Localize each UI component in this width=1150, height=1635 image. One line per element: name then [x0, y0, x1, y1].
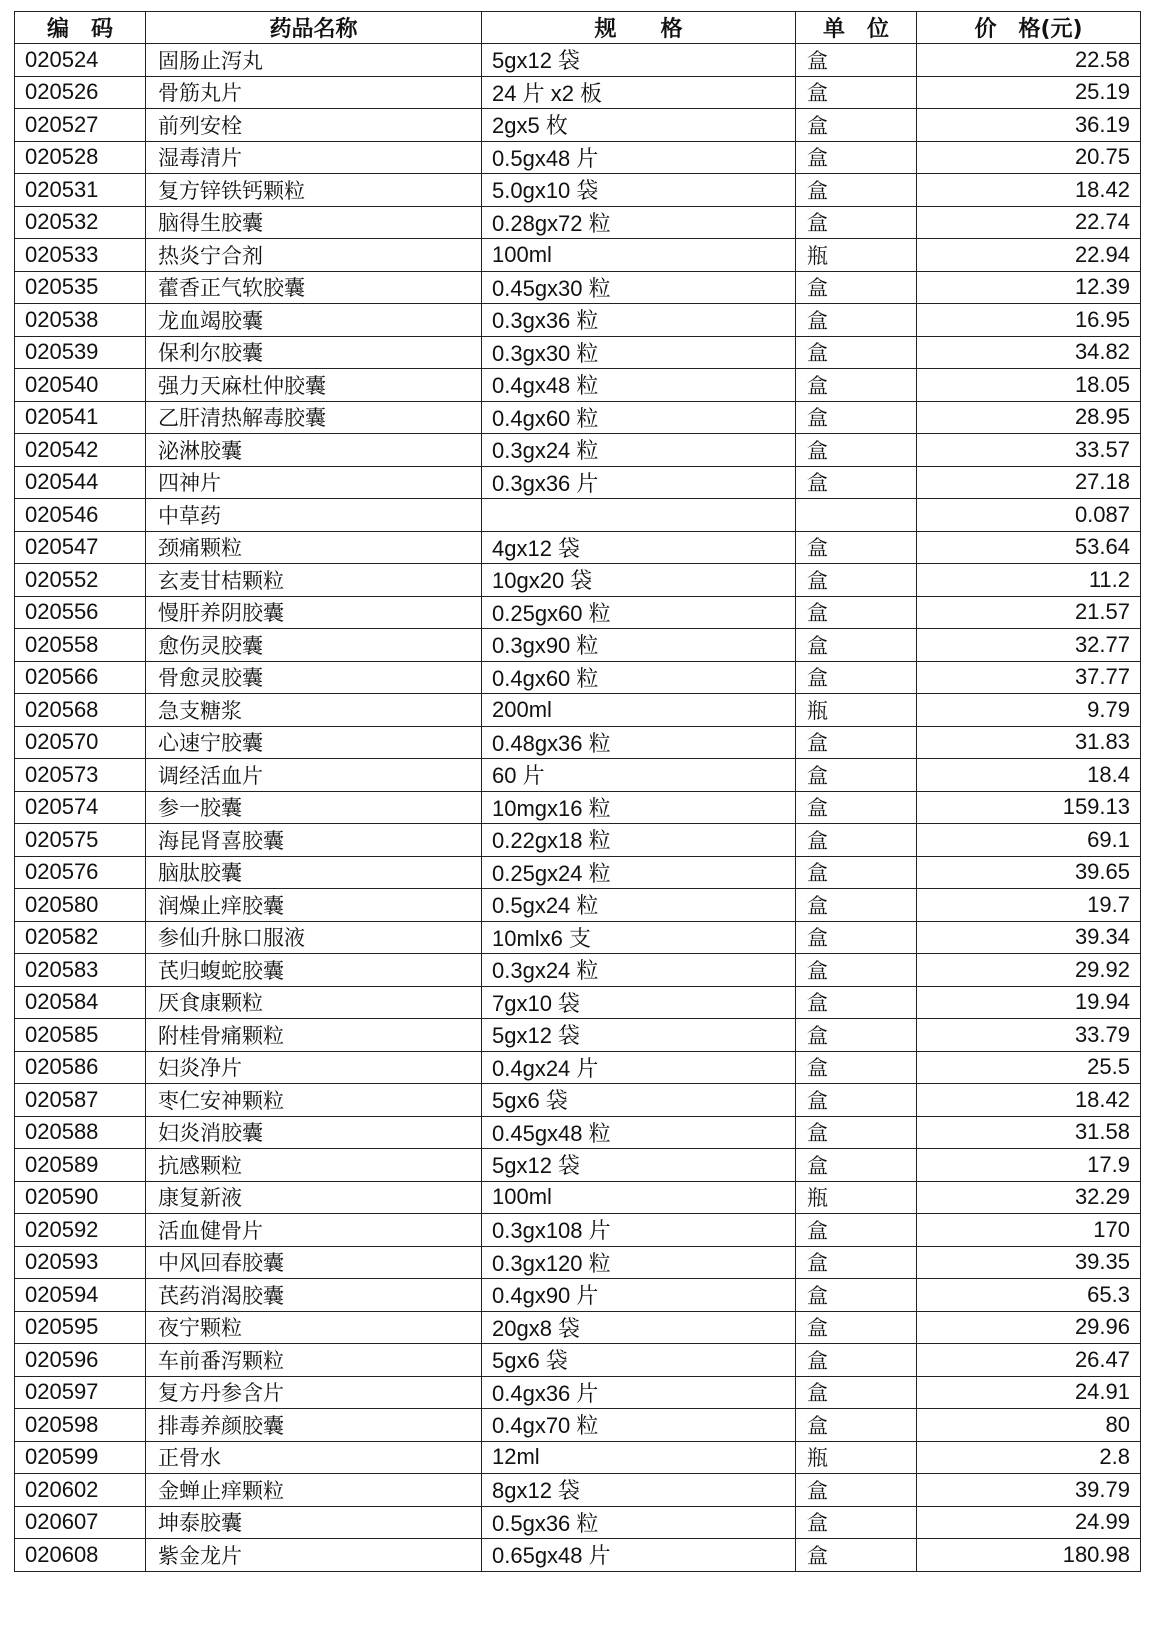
cell-code: 020607 [15, 1506, 146, 1539]
table-row [15, 889, 1141, 922]
cell-unit: 瓶 [796, 239, 917, 272]
cell-price: 22.74 [917, 206, 1141, 239]
cell-drug-name: 心速宁胶囊 [146, 726, 482, 759]
cell-code: 020608 [15, 1539, 146, 1572]
cell-price: 27.18 [917, 466, 1141, 499]
cell-spec: 0.3gx30 粒 [482, 336, 796, 369]
cell-unit: 盒 [796, 336, 917, 369]
table-row [15, 791, 1141, 824]
cell-price: 22.94 [917, 239, 1141, 272]
table-row [15, 726, 1141, 759]
table-row [15, 921, 1141, 954]
cell-code: 020531 [15, 174, 146, 207]
cell-code: 020552 [15, 564, 146, 597]
cell-drug-name: 保利尔胶囊 [146, 336, 482, 369]
cell-drug-name: 乙肝清热解毒胶囊 [146, 401, 482, 434]
table-row [15, 434, 1141, 467]
cell-unit: 盒 [796, 1474, 917, 1507]
table-row [15, 1116, 1141, 1149]
cell-unit: 盒 [796, 1409, 917, 1442]
cell-price: 31.58 [917, 1116, 1141, 1149]
cell-drug-name: 车前番泻颗粒 [146, 1344, 482, 1377]
cell-unit: 盒 [796, 856, 917, 889]
cell-unit: 盒 [796, 1376, 917, 1409]
cell-spec: 10mlx6 支 [482, 921, 796, 954]
cell-code: 020586 [15, 1051, 146, 1084]
drug-price-table [14, 11, 1141, 1572]
cell-unit: 盒 [796, 1019, 917, 1052]
cell-price: 65.3 [917, 1279, 1141, 1312]
cell-unit: 盒 [796, 76, 917, 109]
cell-spec: 0.4gx36 片 [482, 1376, 796, 1409]
cell-spec: 0.5gx24 粒 [482, 889, 796, 922]
cell-drug-name: 活血健骨片 [146, 1214, 482, 1247]
cell-price: 11.2 [917, 564, 1141, 597]
cell-unit: 盒 [796, 596, 917, 629]
cell-drug-name: 骨筋丸片 [146, 76, 482, 109]
cell-spec: 5gx12 袋 [482, 44, 796, 77]
cell-spec: 0.45gx48 粒 [482, 1116, 796, 1149]
cell-code: 020574 [15, 791, 146, 824]
cell-drug-name: 脑得生胶囊 [146, 206, 482, 239]
cell-unit: 瓶 [796, 1181, 917, 1214]
cell-code: 020541 [15, 401, 146, 434]
cell-price: 34.82 [917, 336, 1141, 369]
cell-drug-name: 中草药 [146, 499, 482, 532]
cell-code: 020590 [15, 1181, 146, 1214]
cell-price: 16.95 [917, 304, 1141, 337]
cell-spec: 5gx6 袋 [482, 1344, 796, 1377]
cell-unit: 盒 [796, 466, 917, 499]
cell-code: 020566 [15, 661, 146, 694]
cell-price: 36.19 [917, 109, 1141, 142]
cell-price: 29.96 [917, 1311, 1141, 1344]
cell-drug-name: 前列安栓 [146, 109, 482, 142]
cell-code: 020593 [15, 1246, 146, 1279]
cell-spec: 0.25gx60 粒 [482, 596, 796, 629]
cell-spec: 7gx10 袋 [482, 986, 796, 1019]
cell-unit: 盒 [796, 1539, 917, 1572]
cell-drug-name: 妇炎消胶囊 [146, 1116, 482, 1149]
cell-code: 020598 [15, 1409, 146, 1442]
cell-code: 020583 [15, 954, 146, 987]
cell-code: 020587 [15, 1084, 146, 1117]
cell-code: 020533 [15, 239, 146, 272]
cell-drug-name: 脑肽胶囊 [146, 856, 482, 889]
cell-drug-name: 正骨水 [146, 1441, 482, 1474]
cell-spec: 0.4gx48 粒 [482, 369, 796, 402]
cell-code: 020535 [15, 271, 146, 304]
cell-unit: 盒 [796, 434, 917, 467]
cell-code: 020540 [15, 369, 146, 402]
cell-price: 19.94 [917, 986, 1141, 1019]
cell-spec: 0.3gx108 片 [482, 1214, 796, 1247]
cell-price: 29.92 [917, 954, 1141, 987]
cell-code: 020580 [15, 889, 146, 922]
cell-drug-name: 芪药消渴胶囊 [146, 1279, 482, 1312]
cell-unit: 盒 [796, 44, 917, 77]
table-row [15, 141, 1141, 174]
cell-drug-name: 愈伤灵胶囊 [146, 629, 482, 662]
cell-unit: 盒 [796, 824, 917, 857]
table-row [15, 44, 1141, 77]
cell-price: 17.9 [917, 1149, 1141, 1182]
cell-drug-name: 颈痛颗粒 [146, 531, 482, 564]
cell-spec: 60 片 [482, 759, 796, 792]
cell-drug-name: 金蝉止痒颗粒 [146, 1474, 482, 1507]
cell-price: 24.91 [917, 1376, 1141, 1409]
cell-code: 020558 [15, 629, 146, 662]
cell-code: 020589 [15, 1149, 146, 1182]
cell-price: 32.29 [917, 1181, 1141, 1214]
table-row [15, 1311, 1141, 1344]
cell-price: 39.34 [917, 921, 1141, 954]
cell-spec: 100ml [482, 239, 796, 272]
cell-price: 180.98 [917, 1539, 1141, 1572]
cell-unit: 盒 [796, 206, 917, 239]
cell-drug-name: 坤泰胶囊 [146, 1506, 482, 1539]
cell-unit: 盒 [796, 304, 917, 337]
table-row [15, 629, 1141, 662]
cell-price: 18.42 [917, 1084, 1141, 1117]
cell-drug-name: 慢肝养阴胶囊 [146, 596, 482, 629]
cell-spec: 5gx6 袋 [482, 1084, 796, 1117]
table-row [15, 531, 1141, 564]
cell-unit: 盒 [796, 1214, 917, 1247]
cell-spec: 0.4gx70 粒 [482, 1409, 796, 1442]
cell-code: 020546 [15, 499, 146, 532]
table-row [15, 1279, 1141, 1312]
cell-code: 020539 [15, 336, 146, 369]
cell-unit: 盒 [796, 1084, 917, 1117]
cell-price: 18.42 [917, 174, 1141, 207]
cell-spec: 0.4gx90 片 [482, 1279, 796, 1312]
table-row [15, 824, 1141, 857]
table-row [15, 174, 1141, 207]
cell-code: 020556 [15, 596, 146, 629]
cell-drug-name: 四神片 [146, 466, 482, 499]
column-header-code: 编 码 [15, 12, 146, 44]
cell-unit: 瓶 [796, 694, 917, 727]
cell-spec: 5gx12 袋 [482, 1019, 796, 1052]
table-row [15, 986, 1141, 1019]
column-header-unit: 单 位 [796, 12, 917, 44]
cell-unit: 盒 [796, 271, 917, 304]
table-row [15, 596, 1141, 629]
cell-price: 19.7 [917, 889, 1141, 922]
cell-code: 020597 [15, 1376, 146, 1409]
cell-spec: 0.65gx48 片 [482, 1539, 796, 1572]
cell-unit: 盒 [796, 531, 917, 564]
cell-drug-name: 急支糖浆 [146, 694, 482, 727]
cell-spec: 5gx12 袋 [482, 1149, 796, 1182]
cell-code: 020575 [15, 824, 146, 857]
cell-code: 020527 [15, 109, 146, 142]
cell-unit: 盒 [796, 1116, 917, 1149]
cell-unit: 盒 [796, 109, 917, 142]
table-row [15, 1084, 1141, 1117]
cell-drug-name: 康复新液 [146, 1181, 482, 1214]
table-row [15, 369, 1141, 402]
table-row [15, 1051, 1141, 1084]
cell-unit: 盒 [796, 661, 917, 694]
cell-unit: 盒 [796, 401, 917, 434]
cell-drug-name: 热炎宁合剂 [146, 239, 482, 272]
cell-unit: 盒 [796, 1506, 917, 1539]
cell-price: 33.57 [917, 434, 1141, 467]
cell-drug-name: 参仙升脉口服液 [146, 921, 482, 954]
cell-unit: 盒 [796, 726, 917, 759]
cell-drug-name: 厌食康颗粒 [146, 986, 482, 1019]
cell-unit: 盒 [796, 564, 917, 597]
table-row [15, 1474, 1141, 1507]
cell-code: 020528 [15, 141, 146, 174]
table-row [15, 206, 1141, 239]
table-row [15, 109, 1141, 142]
cell-drug-name: 海昆肾喜胶囊 [146, 824, 482, 857]
cell-drug-name: 调经活血片 [146, 759, 482, 792]
cell-price: 26.47 [917, 1344, 1141, 1377]
table-body [15, 44, 1141, 1572]
cell-price: 80 [917, 1409, 1141, 1442]
cell-spec: 100ml [482, 1181, 796, 1214]
cell-spec: 8gx12 袋 [482, 1474, 796, 1507]
cell-price: 53.64 [917, 531, 1141, 564]
cell-unit: 盒 [796, 889, 917, 922]
cell-drug-name: 龙血竭胶囊 [146, 304, 482, 337]
cell-code: 020547 [15, 531, 146, 564]
cell-spec: 200ml [482, 694, 796, 727]
cell-drug-name: 妇炎净片 [146, 1051, 482, 1084]
table-row [15, 1181, 1141, 1214]
cell-price: 39.35 [917, 1246, 1141, 1279]
cell-spec: 0.45gx30 粒 [482, 271, 796, 304]
cell-code: 020568 [15, 694, 146, 727]
cell-unit: 盒 [796, 1149, 917, 1182]
cell-spec [482, 499, 796, 532]
cell-unit: 盒 [796, 369, 917, 402]
cell-price: 25.19 [917, 76, 1141, 109]
cell-spec: 0.48gx36 粒 [482, 726, 796, 759]
column-header-spec: 规 格 [482, 12, 796, 44]
cell-unit: 盒 [796, 1246, 917, 1279]
table-row [15, 1149, 1141, 1182]
cell-spec: 0.28gx72 粒 [482, 206, 796, 239]
cell-spec: 10gx20 袋 [482, 564, 796, 597]
cell-price: 24.99 [917, 1506, 1141, 1539]
cell-price: 0.087 [917, 499, 1141, 532]
table-row [15, 1409, 1141, 1442]
cell-unit: 盒 [796, 629, 917, 662]
cell-price: 69.1 [917, 824, 1141, 857]
table-row [15, 1376, 1141, 1409]
cell-price: 21.57 [917, 596, 1141, 629]
cell-price: 20.75 [917, 141, 1141, 174]
cell-code: 020582 [15, 921, 146, 954]
cell-price: 37.77 [917, 661, 1141, 694]
cell-spec: 5.0gx10 袋 [482, 174, 796, 207]
cell-drug-name: 润燥止痒胶囊 [146, 889, 482, 922]
cell-code: 020602 [15, 1474, 146, 1507]
cell-unit [796, 499, 917, 532]
cell-drug-name: 玄麦甘桔颗粒 [146, 564, 482, 597]
cell-price: 18.4 [917, 759, 1141, 792]
cell-unit: 盒 [796, 141, 917, 174]
table-row [15, 239, 1141, 272]
cell-code: 020595 [15, 1311, 146, 1344]
table-header-row [15, 12, 1141, 44]
cell-spec: 0.5gx36 粒 [482, 1506, 796, 1539]
cell-code: 020532 [15, 206, 146, 239]
cell-unit: 盒 [796, 921, 917, 954]
cell-drug-name: 强力天麻杜仲胶囊 [146, 369, 482, 402]
cell-price: 9.79 [917, 694, 1141, 727]
table-row [15, 1246, 1141, 1279]
table-row [15, 1506, 1141, 1539]
table-row [15, 466, 1141, 499]
cell-price: 170 [917, 1214, 1141, 1247]
cell-drug-name: 骨愈灵胶囊 [146, 661, 482, 694]
cell-drug-name: 夜宁颗粒 [146, 1311, 482, 1344]
cell-drug-name: 抗感颗粒 [146, 1149, 482, 1182]
cell-price: 159.13 [917, 791, 1141, 824]
cell-drug-name: 中风回春胶囊 [146, 1246, 482, 1279]
cell-price: 33.79 [917, 1019, 1141, 1052]
cell-spec: 24 片 x2 板 [482, 76, 796, 109]
cell-code: 020538 [15, 304, 146, 337]
table-row [15, 401, 1141, 434]
cell-drug-name: 枣仁安神颗粒 [146, 1084, 482, 1117]
cell-unit: 盒 [796, 1279, 917, 1312]
table-row [15, 954, 1141, 987]
cell-drug-name: 复方丹参含片 [146, 1376, 482, 1409]
cell-price: 22.58 [917, 44, 1141, 77]
cell-spec: 0.3gx24 粒 [482, 954, 796, 987]
table-row [15, 1019, 1141, 1052]
cell-unit: 盒 [796, 174, 917, 207]
table-row [15, 1441, 1141, 1474]
cell-price: 18.05 [917, 369, 1141, 402]
cell-spec: 0.4gx60 粒 [482, 661, 796, 694]
cell-drug-name: 藿香正气软胶囊 [146, 271, 482, 304]
cell-spec: 20gx8 袋 [482, 1311, 796, 1344]
cell-spec: 0.3gx36 片 [482, 466, 796, 499]
table-row [15, 856, 1141, 889]
cell-code: 020526 [15, 76, 146, 109]
cell-unit: 瓶 [796, 1441, 917, 1474]
cell-code: 020542 [15, 434, 146, 467]
cell-spec: 0.22gx18 粒 [482, 824, 796, 857]
cell-drug-name: 芪归蝮蛇胶囊 [146, 954, 482, 987]
cell-code: 020585 [15, 1019, 146, 1052]
table-row [15, 694, 1141, 727]
cell-code: 020524 [15, 44, 146, 77]
cell-price: 39.79 [917, 1474, 1141, 1507]
table-row [15, 661, 1141, 694]
cell-spec: 0.3gx120 粒 [482, 1246, 796, 1279]
cell-drug-name: 参一胶囊 [146, 791, 482, 824]
cell-price: 31.83 [917, 726, 1141, 759]
cell-drug-name: 复方锌铁钙颗粒 [146, 174, 482, 207]
column-header-price: 价 格(元) [917, 12, 1141, 44]
cell-spec: 0.25gx24 粒 [482, 856, 796, 889]
cell-price: 12.39 [917, 271, 1141, 304]
cell-spec: 4gx12 袋 [482, 531, 796, 564]
cell-spec: 0.5gx48 片 [482, 141, 796, 174]
cell-unit: 盒 [796, 1051, 917, 1084]
table-row [15, 564, 1141, 597]
cell-spec: 0.3gx36 粒 [482, 304, 796, 337]
cell-drug-name: 附桂骨痛颗粒 [146, 1019, 482, 1052]
cell-code: 020588 [15, 1116, 146, 1149]
cell-code: 020599 [15, 1441, 146, 1474]
cell-spec: 0.3gx90 粒 [482, 629, 796, 662]
cell-drug-name: 泌淋胶囊 [146, 434, 482, 467]
cell-price: 2.8 [917, 1441, 1141, 1474]
table-row [15, 336, 1141, 369]
table-row [15, 1539, 1141, 1572]
cell-unit: 盒 [796, 954, 917, 987]
cell-code: 020584 [15, 986, 146, 1019]
cell-unit: 盒 [796, 1344, 917, 1377]
table-row [15, 304, 1141, 337]
cell-price: 32.77 [917, 629, 1141, 662]
cell-spec: 2gx5 枚 [482, 109, 796, 142]
cell-price: 39.65 [917, 856, 1141, 889]
cell-code: 020592 [15, 1214, 146, 1247]
table-row [15, 1214, 1141, 1247]
cell-drug-name: 固肠止泻丸 [146, 44, 482, 77]
table-row [15, 76, 1141, 109]
cell-code: 020573 [15, 759, 146, 792]
table-row [15, 759, 1141, 792]
cell-code: 020576 [15, 856, 146, 889]
cell-price: 28.95 [917, 401, 1141, 434]
cell-spec: 0.4gx60 粒 [482, 401, 796, 434]
table-row [15, 1344, 1141, 1377]
cell-price: 25.5 [917, 1051, 1141, 1084]
cell-spec: 0.3gx24 粒 [482, 434, 796, 467]
cell-unit: 盒 [796, 791, 917, 824]
cell-unit: 盒 [796, 759, 917, 792]
cell-code: 020570 [15, 726, 146, 759]
cell-drug-name: 排毒养颜胶囊 [146, 1409, 482, 1442]
table-row [15, 499, 1141, 532]
cell-spec: 0.4gx24 片 [482, 1051, 796, 1084]
cell-unit: 盒 [796, 1311, 917, 1344]
cell-spec: 10mgx16 粒 [482, 791, 796, 824]
cell-drug-name: 紫金龙片 [146, 1539, 482, 1572]
cell-code: 020594 [15, 1279, 146, 1312]
cell-unit: 盒 [796, 986, 917, 1019]
cell-spec: 12ml [482, 1441, 796, 1474]
column-header-name: 药品名称 [146, 12, 482, 44]
cell-drug-name: 湿毒清片 [146, 141, 482, 174]
table-row [15, 271, 1141, 304]
cell-code: 020596 [15, 1344, 146, 1377]
cell-code: 020544 [15, 466, 146, 499]
